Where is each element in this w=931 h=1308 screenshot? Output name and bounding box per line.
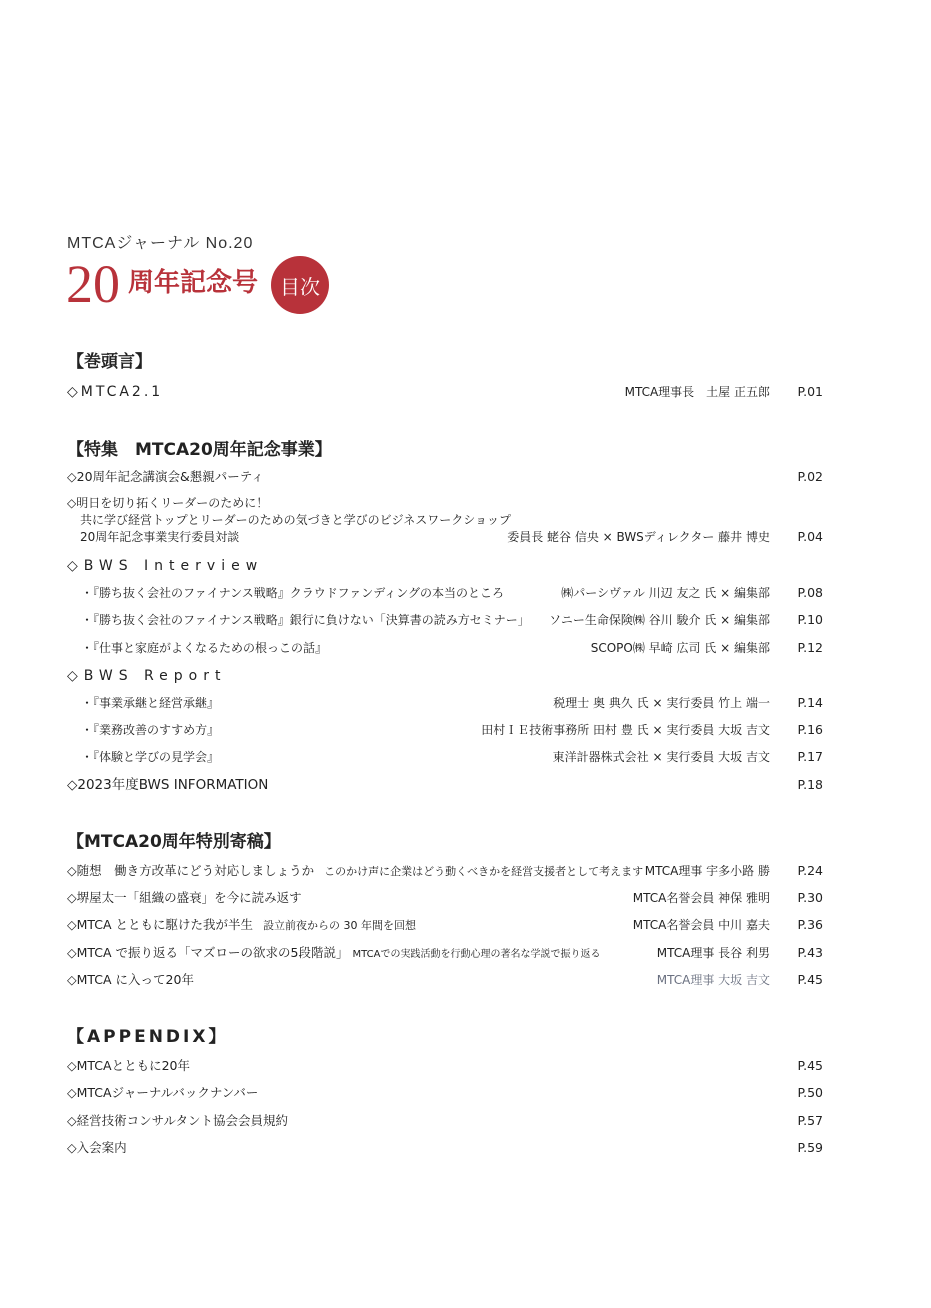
toc-entry[interactable]: [67, 915, 823, 935]
entry-title: ・『業務改善のすすめ方』: [81, 723, 220, 737]
entry-author: 税理士 奥 典久 氏 × 実行委員 竹上 端一: [553, 696, 770, 710]
entry-page: P.45: [797, 972, 823, 987]
entry-title: ◇20周年記念講演会&懇親パーティ: [67, 469, 264, 484]
entry-title: ◇MTCA で振り返る「マズローの欲求の5段階説」: [67, 945, 349, 960]
entry-author: MTCA理事長 土屋 正五郎: [624, 385, 770, 399]
entry-author: ソニー生命保険㈱ 谷川 駿介 氏 × 編集部: [549, 613, 770, 627]
toc-entry[interactable]: [67, 527, 823, 547]
entry-author: MTCA理事 長谷 利男: [656, 946, 770, 960]
entry-title: ◇MTCA2.1: [67, 384, 164, 400]
entry-title: ◇堺屋太一「組織の盛衰」を今に読み返す: [67, 890, 302, 905]
toc-entry[interactable]: [67, 775, 823, 795]
entry-title: ◇BWS Interview: [67, 558, 264, 574]
edition-title: 周年記念号: [128, 268, 259, 298]
entry-author: 田村ＩＥ技術事務所 田村 豊 氏 × 実行委員 大坂 吉文: [481, 723, 770, 737]
entry-title: ・『事業承継と経営承継』: [81, 696, 220, 710]
entry-title: ◇2023年度BWS INFORMATION: [67, 777, 269, 793]
entry-title: ◇随想 働き方改革にどう対応しましょうか: [67, 863, 315, 878]
entry-page: P.16: [797, 722, 823, 737]
toc-entry[interactable]: [67, 970, 823, 990]
entry-page: P.02: [797, 469, 823, 484]
toc-badge: 目次: [271, 256, 329, 314]
section-heading: 【特集 MTCA20周年記念事業】: [67, 440, 332, 460]
toc-entry[interactable]: [67, 1083, 823, 1103]
entry-page: P.36: [797, 917, 823, 932]
entry-page: P.57: [797, 1113, 823, 1128]
toc-entry[interactable]: [67, 382, 823, 402]
entry-page: P.43: [797, 945, 823, 960]
section-heading: 【APPENDIX】: [67, 1027, 229, 1047]
subsection-heading: [67, 556, 823, 576]
entry-page: P.08: [797, 585, 823, 600]
entry-author: SCOPO㈱ 早崎 広司 氏 × 編集部: [590, 641, 770, 655]
toc-entry[interactable]: [67, 1138, 823, 1158]
entry-title: ◇経営技術コンサルタント協会会員規約: [67, 1113, 288, 1128]
entry-page: P.10: [797, 612, 823, 627]
entry-title: ◇MTCAとともに20年: [67, 1058, 190, 1073]
entry-page: P.04: [797, 529, 823, 544]
entry-title: ・『勝ち抜く会社のファイナンス戦略』銀行に負けない「決算書の読み方セミナー」: [81, 613, 530, 627]
entry-subtitle: このかけ声に企業はどう動くべきかを経営支援者として考えます: [324, 865, 644, 878]
toc-entry[interactable]: [67, 861, 823, 881]
section-heading: 【巻頭言】: [67, 352, 152, 372]
entry-page: P.18: [797, 777, 823, 792]
entry-title: ◇入会案内: [67, 1140, 127, 1155]
toc-entry[interactable]: [67, 720, 823, 740]
entry-author: 東洋計器株式会社 × 実行委員 大坂 吉文: [552, 750, 770, 764]
entry-page: P.30: [797, 890, 823, 905]
toc-entry[interactable]: [67, 888, 823, 908]
entry-author: MTCA名誉会員 神保 雅明: [632, 891, 770, 905]
entry-title: ・『体験と学びの見学会』: [81, 750, 220, 764]
toc-entry[interactable]: [67, 747, 823, 767]
toc-entry[interactable]: [67, 583, 823, 603]
entry-title: ・『仕事と家庭がよくなるための根っこの話』: [81, 641, 328, 655]
toc-entry[interactable]: [67, 638, 823, 658]
entry-subtitle: 共に学び経営トップとリーダーのための気づきと学びのビジネスワークショップ: [80, 513, 512, 527]
entry-author: MTCA理事 宇多小路 勝: [644, 864, 770, 878]
entry-subtitle: 20周年記念事業実行委員対談: [80, 530, 240, 544]
entry-page: P.45: [797, 1058, 823, 1073]
entry-page: P.24: [797, 863, 823, 878]
entry-page: P.50: [797, 1085, 823, 1100]
entry-page: P.17: [797, 749, 823, 764]
entry-page: P.59: [797, 1140, 823, 1155]
toc-entry[interactable]: [67, 610, 823, 630]
entry-title: ・『勝ち抜く会社のファイナンス戦略』クラウドファンディングの本当のところ: [81, 586, 505, 600]
journal-label: MTCAジャーナル No.20: [67, 235, 254, 252]
section-heading: 【MTCA20周年特別寄稿】: [67, 832, 281, 852]
entry-title: ◇MTCAジャーナルバックナンバー: [67, 1085, 259, 1100]
entry-subtitle: 設立前夜からの 30 年間を回想: [263, 919, 417, 932]
toc-entry[interactable]: [67, 943, 823, 963]
entry-author: 委員長 蛯谷 信央 × BWSディレクター 藤井 博史: [507, 530, 770, 544]
entry-author: ㈱パーシヴァル 川辺 友之 氏 × 編集部: [561, 586, 770, 600]
entry-author: MTCA理事 大坂 吉文: [656, 973, 770, 987]
entry-page: P.14: [797, 695, 823, 710]
entry-title: ◇明日を切り拓くリーダーのために！: [67, 496, 269, 510]
entry-title: ◇MTCA に入って20年: [67, 972, 194, 987]
entry-subtitle: MTCAでの実践活動を行動心理の著名な学説で振り返る: [352, 949, 601, 960]
toc-entry[interactable]: [67, 693, 823, 713]
toc-entry[interactable]: [67, 467, 823, 487]
entry-author: MTCA名誉会員 中川 嘉夫: [632, 918, 770, 932]
entry-title: ◇MTCA とともに駆けた我が半生: [67, 917, 254, 932]
entry-page: P.12: [797, 640, 823, 655]
entry-page: P.01: [797, 384, 823, 399]
anniversary-number: 20: [66, 254, 120, 314]
toc-entry[interactable]: [67, 1111, 823, 1131]
entry-title: ◇BWS Report: [67, 668, 227, 684]
subsection-heading: [67, 666, 823, 686]
toc-entry[interactable]: [67, 1056, 823, 1076]
